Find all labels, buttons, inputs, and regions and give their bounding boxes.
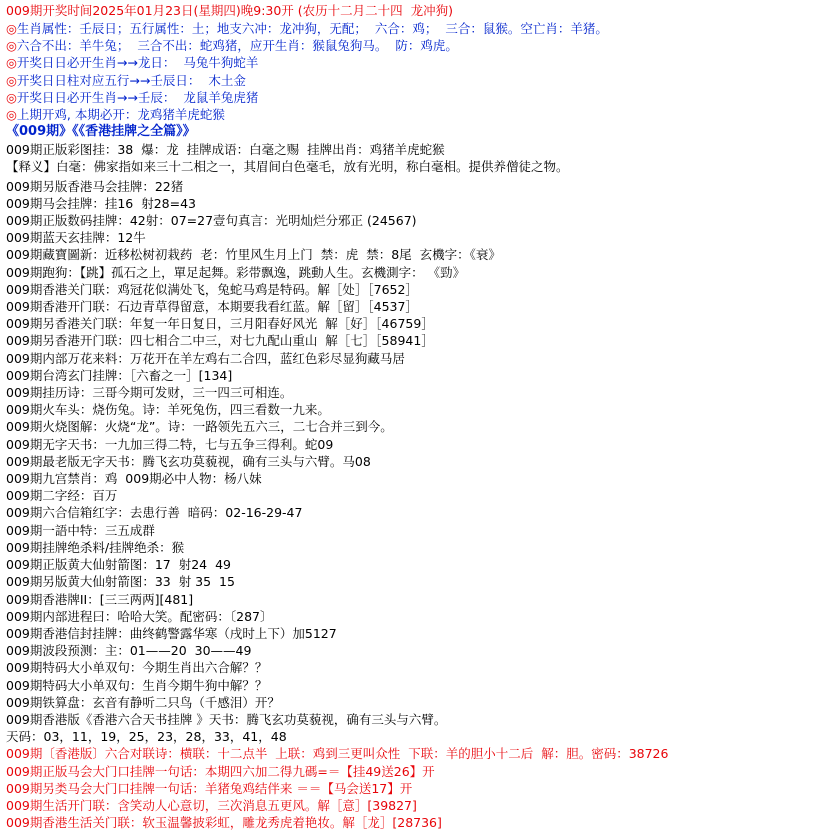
entry-row <box>6 350 831 367</box>
entry-value: 曲终鹤警露华寒（戌时上下）加5127 <box>129 625 337 641</box>
footer-value: 横联：十二点半 上联：鸡到三更叫众性 下联：羊的胆小十二后 解：胆。密码：38726 <box>179 746 669 762</box>
entry-value: 三五成群 <box>104 522 155 538</box>
attr-text: 开奖日日必开生肖→→龙日： 马兔牛狗蛇羊 <box>16 55 259 71</box>
entry-value: 03，11，19，25，23，28，33，41，48 <box>43 729 287 745</box>
entry-label: 009期香港关门联： <box>6 281 118 297</box>
entry-row <box>6 659 831 676</box>
entry-row <box>6 504 831 521</box>
entry-value: 腾飞玄功莫藐视，确有三头与六臂。 <box>246 711 447 727</box>
entry-label: 009期内部进程曰： <box>6 608 118 624</box>
entry-value: 鸡冠花似满处飞，兔蛇马鸡是特码。解［处］［7652］ <box>117 281 418 297</box>
attr-row <box>6 54 831 71</box>
entry-value: 42射：07=27壹句真言：光明灿烂分邪正 (24567) <box>129 213 417 229</box>
entry-label: 009期九宫禁肖：鸡 <box>6 471 118 487</box>
entry-row <box>6 384 831 401</box>
entry-label: 009期铁算盘： <box>6 694 93 710</box>
entry-row <box>6 625 831 642</box>
entry-value: 玄音有静听二只鸟（千感泪）开？ <box>92 694 280 710</box>
entry-value: 三哥今期可发财，三一四三可相连。 <box>92 385 293 401</box>
attr-marker: ◎ <box>6 89 17 105</box>
entry-row <box>6 539 831 556</box>
entry-label: 009期正版彩图挂： <box>6 142 118 158</box>
footer-row <box>6 780 831 797</box>
entry-value: 石边青草得留意，本期要我看红蓝。解［留］［4537］ <box>117 299 418 315</box>
entry-label: 009期藏寶圖新： <box>6 247 105 263</box>
footer-value: 含笑动人心意切，三次消息五更风。解［意］[39827] <box>117 797 417 813</box>
attr-row <box>6 106 831 123</box>
entry-value: 17 射24 49 <box>154 557 231 573</box>
entry-label: 009期另版香港马会挂牌： <box>6 178 155 194</box>
footer-row <box>6 745 831 762</box>
attr-row <box>6 37 831 54</box>
attr-text: 开奖日日柱对应五行→→壬辰日： 木土金 <box>16 72 246 88</box>
entry-label: 009期六合信箱红字： <box>6 505 130 521</box>
entry-value: 万花开在羊左鸡右二合四，蓝红色彩尽显狗藏马居 <box>129 350 405 366</box>
entry-row <box>6 281 831 298</box>
entry-row <box>6 195 831 212</box>
entry-label: 【释义】白毫： <box>6 159 94 175</box>
footer-label: 009期正版马会大门口挂牌一句话： <box>6 763 205 779</box>
entry-label: 天码： <box>6 729 44 745</box>
attr-marker: ◎ <box>6 72 17 88</box>
entry-row <box>6 298 831 315</box>
entry-label: 009期最老版无字天书： <box>6 453 143 469</box>
footer-row <box>6 797 831 814</box>
entry-row <box>6 591 831 608</box>
entry-row <box>6 711 831 728</box>
entry-value: 38 爆：龙 挂牌成语：白毫之赐 挂牌出肖：鸡猪羊虎蛇猴 <box>117 142 445 158</box>
entry-row <box>6 332 831 349</box>
entry-value: 哈哈大笑。配密码：〔287〕 <box>117 608 273 624</box>
entry-label: 009期波段预测： <box>6 643 105 659</box>
attr-text: 上期开鸡, 本期必开：龙鸡猪羊虎蛇猴 <box>16 107 225 123</box>
open-time-header: 009期开奖时间2025年01月23日(星期四)晚9:30开 (农历十二月二十四 龙冲狗) <box>6 3 453 18</box>
entry-value: 生肖今期牛狗中解？？ <box>142 677 268 693</box>
entry-row <box>6 453 831 470</box>
footer-label: 009期〔香港版〕六合对联诗： <box>6 746 180 762</box>
entry-value: 挂16 射28=43 <box>104 195 196 211</box>
entry-row <box>6 315 831 332</box>
footer-value: 羊猪兔鸡结伴来 ＝＝【马会送17】开 <box>204 780 413 796</box>
entry-value: 猴 <box>171 539 185 555</box>
entry-label: 009期挂牌绝杀料/挂牌绝杀： <box>6 539 172 555</box>
entry-row <box>6 246 831 263</box>
entry-value: 【跳】孤石之上，單足起舞。彩带飘逸，跳動人生。玄機測字： 《勁》 <box>79 264 466 280</box>
entry-label: 009期香港版《香港六合天书挂牌 》天书： <box>6 711 247 727</box>
attr-text: 六合不出：羊牛兔； 三合不出：蛇鸡猪，应开生肖：猴鼠兔狗马。 防：鸡虎。 <box>16 38 458 54</box>
attr-text: 生肖属性：壬辰日；五行属性：土；地支六冲：龙冲狗，无配； 六合：鸡； 三合：鼠猴。空亡肖：羊猪。 <box>16 21 608 36</box>
footer-value: 本期四六加二得九碼=＝【挂49送26】开 <box>204 763 435 779</box>
entry-label: 009期挂历诗： <box>6 385 93 401</box>
footer-row <box>6 814 831 831</box>
entry-label: 009期另香港开门联： <box>6 333 130 349</box>
section-title: 《009期》《《香港挂牌之全篇》》 <box>6 124 196 140</box>
entry-row <box>6 677 831 694</box>
entry-row <box>6 573 831 590</box>
entry-value: 一九加三得二特，七与五争三得利。蛇09 <box>104 436 334 452</box>
entry-label: 009期蓝天玄挂牌： <box>6 230 118 246</box>
entry-label: 009期跑狗： <box>6 264 80 280</box>
entry-label: 009期火烧图解： <box>6 419 105 435</box>
entry-label: 009期特码大小单双句： <box>6 660 143 676</box>
entry-row <box>6 642 831 659</box>
attr-text: 开奖日日必开生肖→→壬辰： 龙鼠羊兔虎猪 <box>16 89 259 105</box>
entry-label: 009期另版黄大仙射箭图： <box>6 574 155 590</box>
attr-row <box>6 72 831 89</box>
entry-row <box>6 436 831 453</box>
entry-label: 009期火车头： <box>6 402 93 418</box>
entry-row <box>6 556 831 573</box>
entry-row <box>6 608 831 625</box>
footer-label: 009期生活开门联： <box>6 797 118 813</box>
footer-label: 009期香港生活关门联： <box>6 815 143 831</box>
entry-row <box>6 522 831 539</box>
entry-row <box>6 212 831 229</box>
entry-label: 009期台湾玄门挂牌： <box>6 367 130 383</box>
footer-label: 009期另类马会大门口挂牌一句话： <box>6 780 205 796</box>
entry-row <box>6 178 831 195</box>
attr-marker: ◎ <box>6 107 17 123</box>
entry-value: 12牛 <box>117 230 146 246</box>
entry-label: 009期二字经： <box>6 488 93 504</box>
entry-value: 腾飞玄功莫藐视，确有三头与六臂。马08 <box>142 453 371 469</box>
attr-marker: ◎ <box>6 55 17 71</box>
entry-label: 009期正版数码挂牌： <box>6 213 130 229</box>
entry-value: 烧伤兔。诗：羊死兔伤，四三看数一九来。 <box>92 402 330 418</box>
attr-row <box>6 20 831 37</box>
attr-marker: ◎ <box>6 38 17 54</box>
entry-row <box>6 418 831 435</box>
entry-row <box>6 367 831 384</box>
entry-row <box>6 229 831 246</box>
entry-row <box>6 728 831 745</box>
footer-value: 软玉温馨披彩虹，雕龙秀虎着艳妆。解［龙］[28736] <box>142 815 442 831</box>
entry-value: 年复一年日复日，三月阳春好风光 解［好］［46759］ <box>129 316 434 332</box>
entry-row <box>6 264 831 281</box>
entry-value: 佛家指如来三十二相之一，其眉间白色毫毛，放有光明，称白毫相。提供养僧徒之物。 <box>93 159 569 175</box>
entry-value: [三三两两][481] <box>99 591 194 607</box>
entry-label: 009期香港信封挂牌： <box>6 625 130 641</box>
entry-value: 009期必中人物：杨八妹 <box>117 471 262 487</box>
entry-row <box>6 470 831 487</box>
entry-row <box>6 487 831 504</box>
entry-label: 009期无字天书： <box>6 436 105 452</box>
attr-marker: ◎ <box>6 21 17 36</box>
entry-value: 近移松树初栽药 老：竹里风生月上门 禁：虎 禁：8尾 玄機字：《衰》 <box>104 247 501 263</box>
entry-label: 009期香港牌II： <box>6 591 100 607</box>
entry-value: 主：01——20 30——49 <box>104 643 252 659</box>
entry-label: 009期马会挂牌： <box>6 195 105 211</box>
entry-label: 009期一語中特： <box>6 522 105 538</box>
entry-row <box>6 158 831 175</box>
attr-row <box>6 89 831 106</box>
entry-value: 四七相合二中三，对七九配山重山 解［七］［58941］ <box>129 333 434 349</box>
entry-value: 火烧“龙”。诗：一路领先五六三，二七合并三到今。 <box>104 419 393 435</box>
entry-value: 去患行善 暗码：02-16-29-47 <box>129 505 303 521</box>
entry-label: 009期另香港关门联： <box>6 316 130 332</box>
entry-label: 009期特码大小单双句： <box>6 677 143 693</box>
entry-value: 33 射 35 15 <box>154 574 235 590</box>
entry-label: 009期内部万花来料： <box>6 350 130 366</box>
entry-row <box>6 141 831 158</box>
entry-row <box>6 401 831 418</box>
entry-value: 今期生肖出六合解？？ <box>142 660 268 676</box>
entry-value: 百万 <box>92 488 118 504</box>
footer-row <box>6 763 831 780</box>
entry-row <box>6 694 831 711</box>
entry-value: ［六畜之一］[134] <box>129 367 233 383</box>
entry-label: 009期正版黄大仙射箭图： <box>6 557 155 573</box>
entry-label: 009期香港开门联： <box>6 299 118 315</box>
entry-value: 22猪 <box>154 178 184 194</box>
